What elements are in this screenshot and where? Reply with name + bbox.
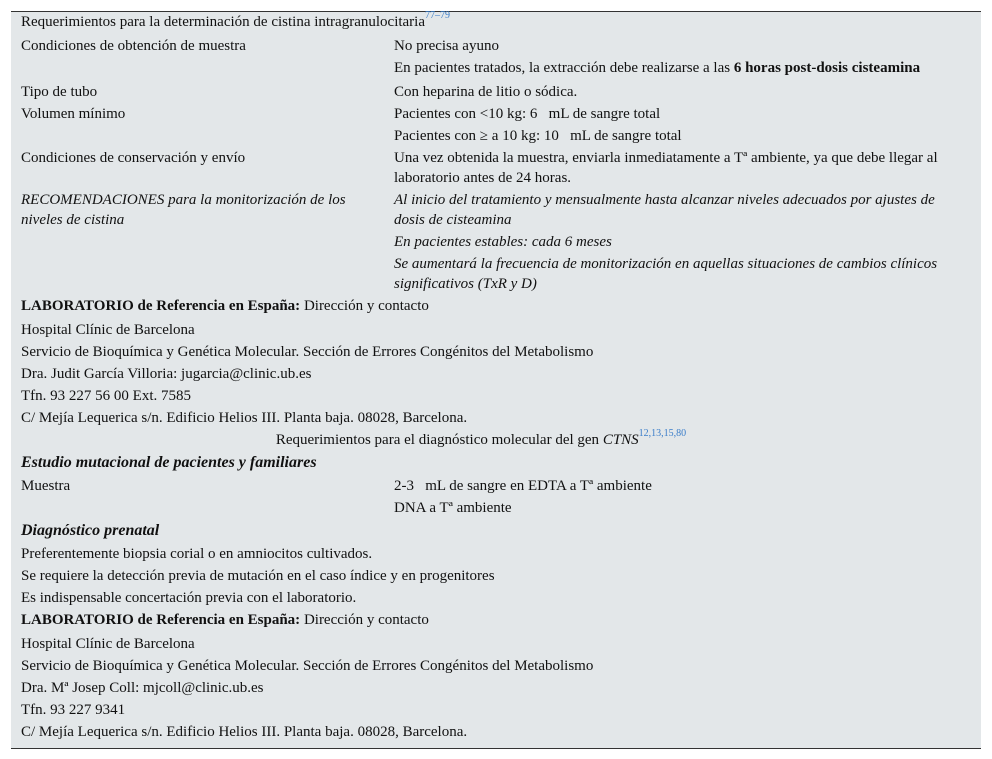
volumen-value2: Pacientes con ≥ a 10 kg: 10 mL de sangre total bbox=[394, 128, 682, 144]
lab2-heading-rest: Dirección y contacto bbox=[300, 612, 429, 628]
cystine-title: Requerimientos para la determinación de cistina intragranulocitaria bbox=[21, 14, 426, 30]
condiciones-label: Condiciones de obtención de muestra bbox=[21, 38, 246, 54]
recomendaciones-value3: Se aumentará la frecuencia de monitorización en aquellas situaciones de cambios clínicos significativos (TxR y D) bbox=[394, 256, 938, 292]
muestra-label: Muestra bbox=[21, 478, 71, 494]
lab1-heading-bold: LABORATORIO de Referencia en España: bbox=[21, 298, 301, 314]
lab2-heading-bold: LABORATORIO de Referencia en España: bbox=[21, 612, 301, 628]
estudio-heading: Estudio mutacional de pacientes y familiares bbox=[21, 454, 317, 471]
condiciones-value2-pre: En pacientes tratados, la extracción debe realizarse a las bbox=[394, 60, 734, 76]
conservacion-value: Una vez obtenida la muestra, enviarla inmediatamente a Tª ambiente, ya que debe llegar al laboratorio antes de 24 horas. bbox=[394, 150, 938, 186]
cystine-title-ref[interactable]: 77–79 bbox=[425, 10, 451, 21]
conservacion-label: Condiciones de conservación y envío bbox=[21, 150, 246, 166]
volumen-label: Volumen mínimo bbox=[21, 106, 126, 122]
molecular-title-gene: CTNS bbox=[602, 432, 639, 448]
molecular-title-pre: Requerimientos para el diagnóstico molecular del gen bbox=[275, 432, 603, 448]
tubo-value: Con heparina de litio o sódica. bbox=[394, 84, 578, 100]
muestra-value1: 2-3 mL de sangre en EDTA a Tª ambiente bbox=[394, 478, 652, 494]
recomendaciones-value1: Al inicio del tratamiento y mensualmente hasta alcanzar niveles adecuados por ajustes de dosis de cisteamina bbox=[394, 192, 935, 228]
prenatal-heading: Diagnóstico prenatal bbox=[21, 522, 160, 539]
muestra-value2: DNA a Tª ambiente bbox=[394, 500, 512, 516]
tubo-label: Tipo de tubo bbox=[21, 84, 98, 100]
condiciones-value2-bold: 6 horas post-dosis cisteamina bbox=[733, 60, 921, 76]
condiciones-value1: No precisa ayuno bbox=[394, 38, 499, 54]
recomendaciones-value2: En pacientes estables: cada 6 meses bbox=[394, 234, 612, 250]
recomendaciones-label: RECOMENDACIONES para la monitorización de los niveles de cistina bbox=[21, 192, 346, 228]
molecular-title-ref[interactable]: 12,13,15,80 bbox=[638, 428, 687, 439]
volumen-value1: Pacientes con <10 kg: 6 mL de sangre total bbox=[394, 106, 661, 122]
lab1-heading-rest: Dirección y contacto bbox=[300, 298, 429, 314]
requirements-table: Requerimientos para la determinación de cistina intragranulocitaria$^{77-79}$ Condiciones de obtención de muestra No precisa ayuno En pacientes tratados, la extracción debe realizarse a las 6 horas post-dosis cisteamina Tipo de tubo Con heparina de litio o sódica. Volumen mínimo Pacientes con <10 kg: 6 mL de sangre total Pacientes con ≥ a 10 kg: 10 mL de sangre total Condiciones de conservación y envío Una vez obtenida la muestra, enviarla inmediatamente a Tª ambiente, ya que debe llegar al laboratorio antes de 24 horas. RECOMENDACIONES para la monitorización de los niveles de cistina Al inicio del tratamiento y mensualmente hasta alcanzar niveles adecuados por ajustes de dosis de cisteamina En pacientes estables: cada 6 meses Se aumentará la frecuencia de monitorización en aquellas situaciones de cambios clínicos significativos (TxR y D) LABORATORIO de Referencia en España: Dirección y contacto Hospital Clínic de Barcelona Servicio de Bioquímica y Genética Molecular. Sección de Errores Congénitos del Metabolismo Dra. Judit García Villoria: jugarcia@clinic.ub.es Tfn. 93 227 56 00 Ext. 7585 C/ Mejía Lequerica s/n. Edificio Helios III. Planta baja. 08028, Barcelona. Requerimientos para el diagnóstico molecular del gen CTNS$^{12,13,15,80}$ Estudio mutacional de pacientes y familiares Muestra 2-3 mL de sangre en EDTA a Tª ambiente DNA a Tª ambiente Diagnóstico prenatal Preferentemente biopsia corial o en amniocitos cultivados. Se requiere la detección previa de mutación en el caso índice y en progenitores Es indispensable concertación previa con el laboratorio. LABORATORIO de Referencia en España: Dirección y contacto Hospital Clínic de Barcelona Servicio de Bioquímica y Genética Molecular. Sección de Errores Congénitos del Metabolismo Dra. Mª Josep Coll: mjcoll@clinic.ub.es Tfn. 93 227 9341 C/ Mejía Lequerica s/n. Edificio Helios III. Planta baja. 08028, Barcelona. bbox=[11, 11, 981, 749]
